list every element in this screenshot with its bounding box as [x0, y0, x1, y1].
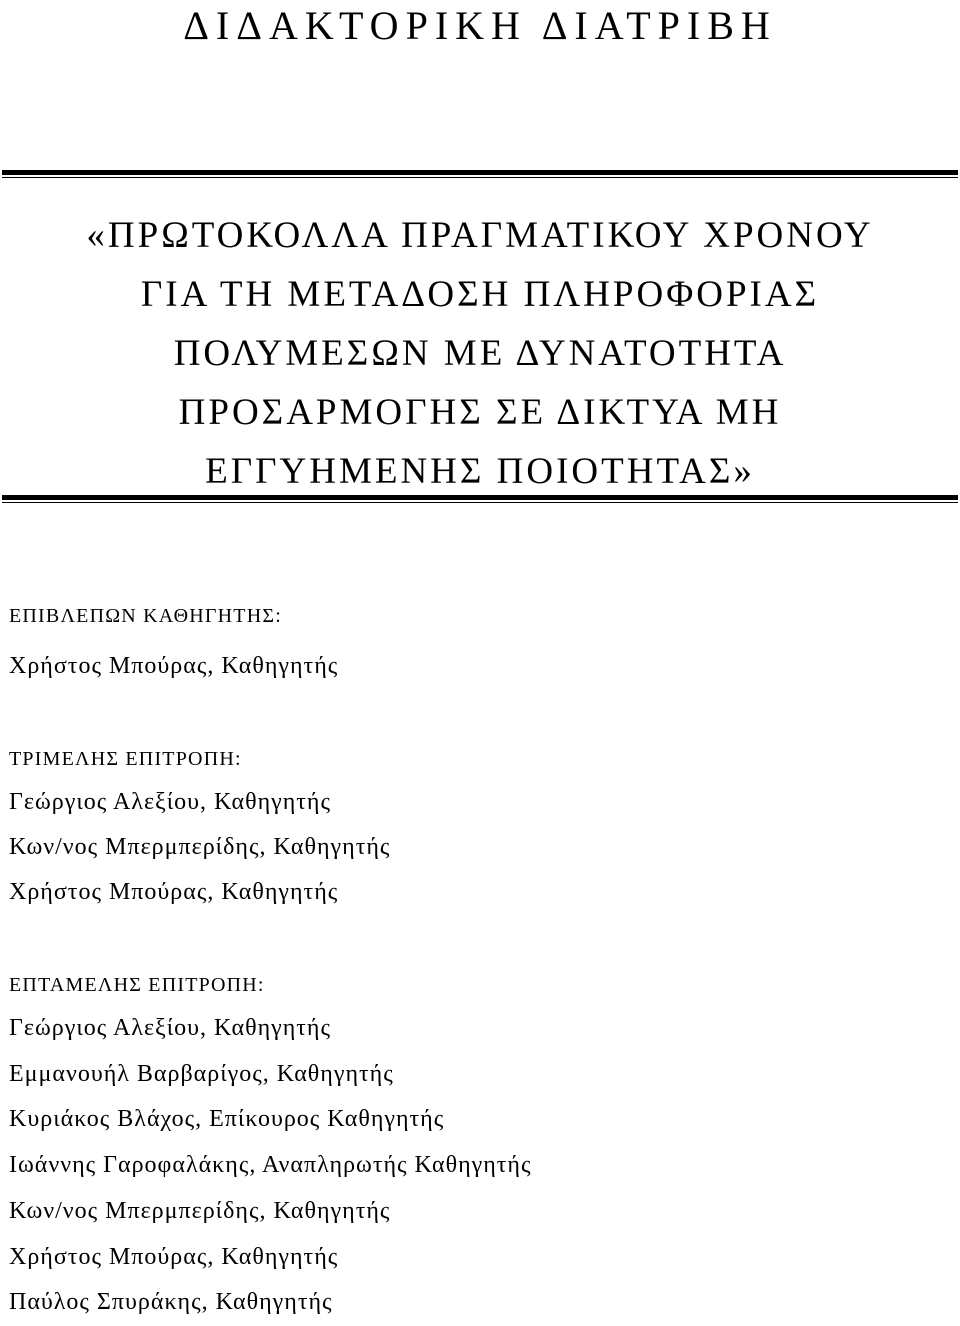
- document-type-title: ΔΙΔΑΚΤΟΡΙΚΗ ΔΙΑΤΡΙΒΗ: [183, 3, 777, 48]
- bottom-thick-rule: [2, 495, 958, 500]
- committee-member: Χρήστος Μπούρας, Καθηγητής: [9, 879, 339, 905]
- thesis-title-line-4: ΠΡΟΣΑΡΜΟΓΗΣ ΣΕ ΔΙΚΤΥΑ ΜΗ: [178, 392, 782, 433]
- committee-member: Γεώργιος Αλεξίου, Καθηγητής: [9, 789, 331, 815]
- committee-member: Ιωάννης Γαροφαλάκης, Αναπληρωτής Καθηγητής: [9, 1152, 532, 1179]
- top-thin-rule: [2, 177, 958, 178]
- thesis-title: [0, 206, 960, 501]
- committee-member: Γεώργιος Αλεξίου, Καθηγητής: [9, 1015, 331, 1041]
- committee-member: Παύλος Σπυράκης, Καθηγητής: [9, 1289, 333, 1316]
- three-member-committee-section: [9, 738, 949, 915]
- seven-member-committee-section: [9, 964, 949, 1326]
- committee-member: Κυριάκος Βλάχος, Επίκουρος Καθηγητής: [9, 1106, 445, 1133]
- committee-member: Κων/νος Μπερμπερίδης, Καθηγητής: [9, 834, 391, 860]
- thesis-title-line-3: ΠΟΛΥΜΕΣΩΝ ΜΕ ΔΥΝΑΤΟΤΗΤΑ: [173, 333, 787, 374]
- seven-member-committee-heading: ΕΠΤΑΜΕΛΗΣ ΕΠΙΤΡΟΠΗ:: [9, 974, 265, 996]
- committee-member: Χρήστος Μπούρας, Καθηγητής: [9, 1243, 339, 1270]
- supervisor-heading: ΕΠΙΒΛΕΠΩΝ ΚΑΘΗΓΗΤΗΣ:: [9, 605, 282, 627]
- committee-member: Κων/νος Μπερμπερίδης, Καθηγητής: [9, 1197, 391, 1224]
- three-member-committee-heading: ΤΡΙΜΕΛΗΣ ΕΠΙΤΡΟΠΗ:: [9, 748, 242, 770]
- bottom-thin-rule: [2, 502, 958, 503]
- supervisor-member: Χρήστος Μπούρας, Καθηγητής: [9, 653, 339, 679]
- committee-member: Εμμανουήλ Βαρβαρίγος, Καθηγητής: [9, 1060, 394, 1087]
- thesis-title-line-5: ΕΓΓΥΗΜΕΝΗΣ ΠΟΙΟΤΗΤΑΣ»: [205, 451, 755, 492]
- thesis-title-line-1: «ΠΡΩΤΟΚΟΛΛΑ ΠΡΑΓΜΑΤΙΚΟΥ ΧΡΟΝΟΥ: [86, 215, 874, 256]
- top-thick-rule: [2, 170, 958, 175]
- supervisor-section: [9, 598, 949, 695]
- thesis-title-line-2: ΓΙΑ ΤΗ ΜΕΤΑΔΟΣΗ ΠΛΗΡΟΦΟΡΙΑΣ: [140, 274, 820, 315]
